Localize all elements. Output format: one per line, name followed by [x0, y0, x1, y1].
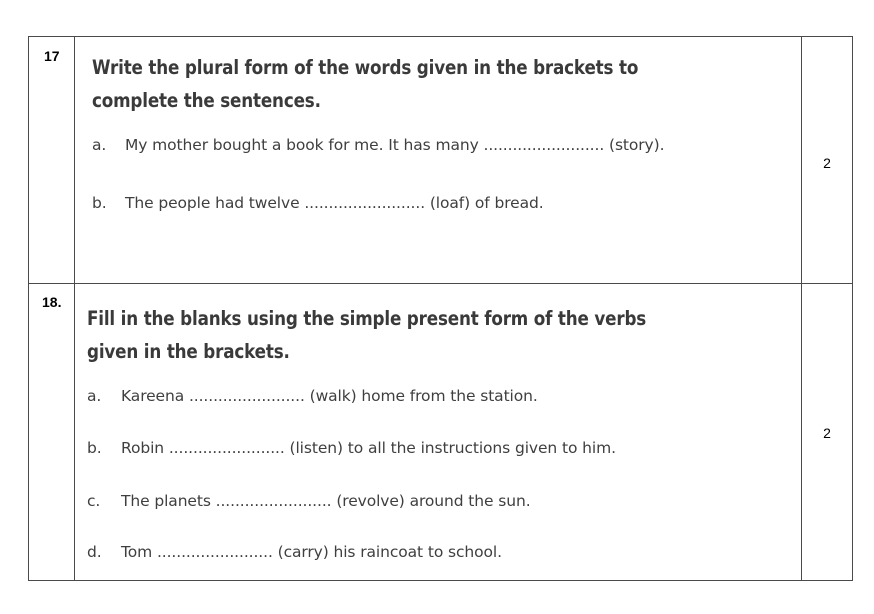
marks-value: 2: [823, 155, 831, 171]
question-instruction: Write the plural form of the words given in the brackets to complete the sentences.: [92, 56, 639, 112]
item-letter: b.: [87, 439, 102, 457]
item-text: The planets ........................ (revolve) around the sun.: [121, 492, 531, 510]
question-row: [29, 37, 852, 284]
marks-cell: [801, 284, 852, 580]
item-text: Tom ........................ (carry) his raincoat to school.: [121, 543, 502, 561]
question-content: [75, 37, 801, 283]
marks-value: 2: [823, 425, 831, 441]
question-content: [75, 284, 801, 580]
item-text: Kareena ........................ (walk) home from the station.: [121, 387, 538, 405]
question-instruction: Fill in the blanks using the simple present form of the verbs given in the brackets.: [87, 307, 647, 363]
item-letter: a.: [92, 136, 107, 154]
item-text: The people had twelve ......................... (loaf) of bread.: [125, 194, 544, 212]
marks-cell: [801, 37, 852, 283]
question-number: 17: [29, 37, 75, 283]
item-letter: d.: [87, 543, 102, 561]
item-text: My mother bought a book for me. It has many ......................... (story).: [125, 136, 665, 154]
question-number: 18.: [29, 284, 75, 580]
item-letter: a.: [87, 387, 102, 405]
item-letter: c.: [87, 492, 101, 510]
item-text: Robin ........................ (listen) to all the instructions given to him.: [121, 439, 616, 457]
question-table: [28, 36, 853, 581]
question-row: [29, 284, 852, 580]
item-letter: b.: [92, 194, 107, 212]
